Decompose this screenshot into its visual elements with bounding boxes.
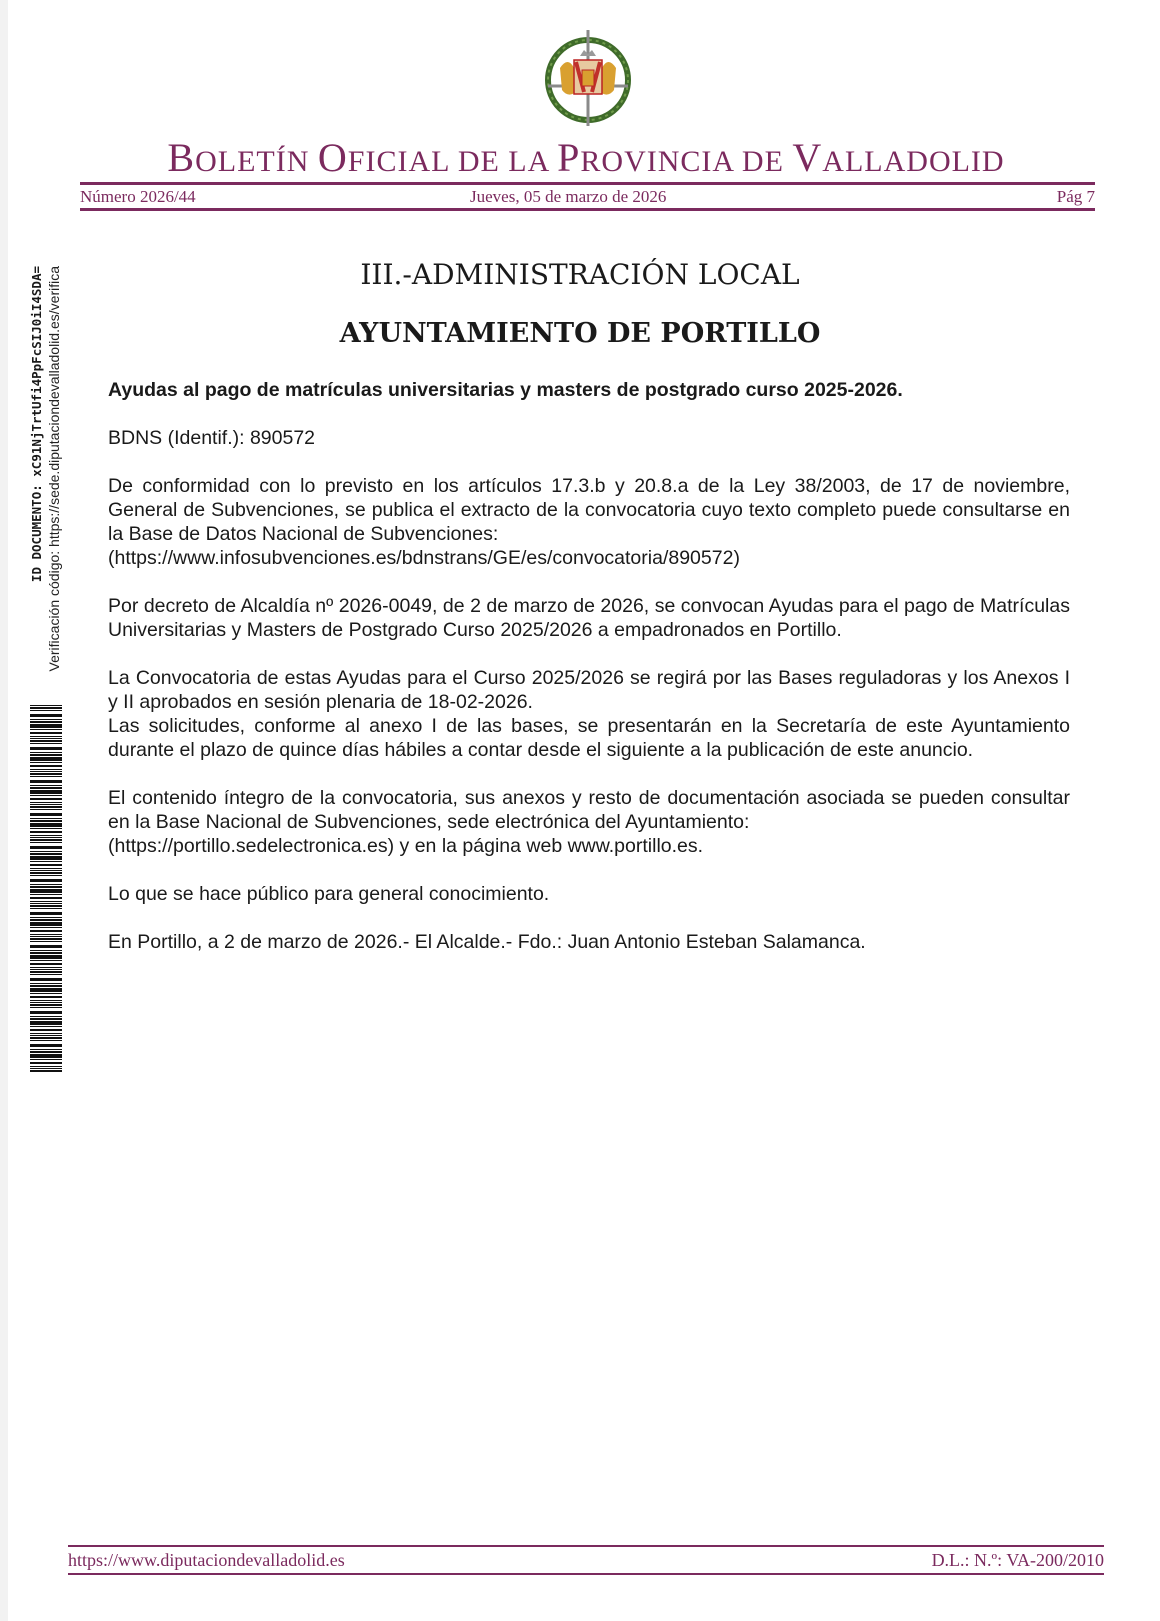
barcode-bar xyxy=(30,736,62,737)
barcode-bar xyxy=(30,714,62,717)
barcode-bar xyxy=(30,903,62,904)
barcode-bar xyxy=(30,806,62,808)
verification-link[interactable]: Verificación código: https://sede.diputaciondevalladolid.es/verifica xyxy=(46,266,62,672)
footer-rule-top xyxy=(68,1545,1104,1547)
barcode-bar xyxy=(30,856,62,860)
barcode-bar xyxy=(30,839,62,841)
barcode-bar xyxy=(30,732,62,734)
barcode-bar xyxy=(30,1021,62,1025)
announcement-heading: Ayudas al pago de matrículas universitarias y masters de postgrado curso 2025-2026. xyxy=(108,379,903,401)
barcode-bar xyxy=(30,1062,62,1064)
barcode-bar xyxy=(30,846,62,849)
page-edge-shadow xyxy=(0,0,8,1621)
barcode-bar xyxy=(30,740,62,742)
barcode-bar xyxy=(30,934,62,935)
bdns-url[interactable]: (https://www.infosubvenciones.es/bdnstrans/GE/es/convocatoria/890572) xyxy=(108,547,740,569)
barcode-bar xyxy=(30,752,62,753)
barcode-bar xyxy=(30,894,62,895)
footer-url[interactable]: https://www.diputaciondevalladolid.es xyxy=(68,1550,345,1570)
barcode-bar xyxy=(30,879,62,882)
barcode-bar xyxy=(30,930,62,932)
barcode-bar xyxy=(30,818,62,819)
barcode-bar xyxy=(30,809,62,810)
barcode-bar xyxy=(30,974,62,975)
barcode-bar xyxy=(30,1002,62,1003)
barcode-bar xyxy=(30,1029,62,1031)
barcode-bar xyxy=(30,985,62,987)
barcode-bar xyxy=(30,813,62,816)
barcode-bar xyxy=(30,828,62,829)
document-id: ID DOCUMENTO: xC91NjTrtUfi4PpFcSIJ0iI4SDA= xyxy=(29,266,44,583)
barcode-bar xyxy=(30,790,62,794)
barcode-bar xyxy=(30,875,62,876)
portillo-urls[interactable]: (https://portillo.sedelectronica.es) y en la página web www.portillo.es. xyxy=(108,835,704,857)
title-part: PROVINCIA DE xyxy=(557,135,793,180)
header-info-row xyxy=(80,187,1095,207)
barcode-bar xyxy=(30,842,62,843)
barcode-bar xyxy=(30,905,62,907)
barcode-bar xyxy=(30,820,62,822)
barcode-bar xyxy=(30,1016,62,1017)
barcode-bar xyxy=(30,729,62,730)
barcode-bar xyxy=(30,967,62,968)
barcode-bar xyxy=(30,1070,62,1072)
barcode-bar xyxy=(30,707,62,709)
barcode-bar xyxy=(30,993,62,994)
barcode-bar xyxy=(30,837,62,838)
paragraph-rules: La Convocatoria de estas Ayudas para el Curso 2025/2026 se regirá por las Bases reguladoras y los Anexos I y II aprobados en sesión plenaria de 18-02-2026. xyxy=(108,667,1070,713)
barcode-bar xyxy=(30,922,62,926)
barcode-bar xyxy=(30,868,62,869)
barcode-bar xyxy=(30,884,62,885)
barcode-bar xyxy=(30,872,62,874)
bulletin-title xyxy=(80,134,1092,181)
footer-rule-bottom xyxy=(68,1573,1104,1575)
barcode xyxy=(30,705,62,1075)
barcode-bar xyxy=(30,831,62,833)
barcode-bar xyxy=(30,738,62,739)
legal-deposit: D.L.: N.º: VA-200/2010 xyxy=(931,1550,1104,1570)
barcode-bar xyxy=(30,919,62,921)
barcode-bar xyxy=(30,917,62,918)
barcode-bar xyxy=(30,955,62,959)
barcode-bar xyxy=(30,1054,62,1058)
title-part: VALLADOLID xyxy=(792,135,1005,180)
barcode-bar xyxy=(30,945,62,948)
header-rule-bottom xyxy=(80,208,1095,211)
paragraph-public: Lo que se hace público para general conocimiento. xyxy=(108,883,550,905)
barcode-bar xyxy=(30,897,62,899)
barcode-bar xyxy=(30,798,62,800)
footer-row xyxy=(68,1550,1104,1570)
barcode-bar xyxy=(30,908,62,909)
barcode-bar xyxy=(30,776,62,777)
barcode-bar xyxy=(30,963,62,965)
barcode-bar xyxy=(30,1040,62,1041)
page-number: Pág 7 xyxy=(1056,187,1095,206)
barcode-bar xyxy=(30,757,62,761)
barcode-bar xyxy=(30,754,62,756)
barcode-bar xyxy=(30,952,62,954)
section-title: III.-ADMINISTRACIÓN LOCAL xyxy=(360,258,800,291)
barcode-bar xyxy=(30,1051,62,1053)
barcode-bar xyxy=(30,853,62,855)
header-rule-top xyxy=(80,182,1095,185)
barcode-bar xyxy=(30,927,62,928)
title-part: BOLETÍN xyxy=(167,135,318,180)
coat-of-arms-logo xyxy=(538,28,638,128)
barcode-bar xyxy=(30,983,62,984)
barcode-bar xyxy=(30,889,62,893)
barcode-bar xyxy=(30,1035,62,1036)
barcode-bar xyxy=(30,823,62,827)
entity-title: AYUNTAMIENTO DE PORTILLO xyxy=(339,318,821,349)
barcode-bar xyxy=(30,996,62,998)
barcode-bar xyxy=(30,971,62,973)
barcode-bar xyxy=(30,886,62,888)
barcode-bar xyxy=(30,795,62,796)
barcode-bar xyxy=(30,969,62,970)
barcode-bar xyxy=(30,773,62,775)
barcode-bar xyxy=(30,851,62,852)
barcode-bar xyxy=(30,721,62,723)
barcode-bar xyxy=(30,988,62,992)
barcode-bar xyxy=(30,719,62,720)
barcode-bar xyxy=(30,724,62,728)
barcode-bar xyxy=(30,1026,62,1027)
barcode-bar xyxy=(30,1018,62,1020)
paragraph-content: El contenido íntegro de la convocatoria, sus anexos y resto de documentación asociada se pueden consultar en la Base Nacional de Subvenciones, sede electrónica del Ayuntamiento: xyxy=(108,787,1070,833)
barcode-bar xyxy=(30,912,62,915)
barcode-bar xyxy=(30,802,62,803)
barcode-bar xyxy=(30,705,62,706)
barcode-bar xyxy=(30,1007,62,1008)
barcode-bar xyxy=(30,936,62,937)
barcode-bar xyxy=(30,861,62,862)
barcode-bar xyxy=(30,901,62,902)
issue-number: Número 2026/44 xyxy=(80,187,196,206)
barcode-bar xyxy=(30,780,62,783)
announcement-body xyxy=(108,378,1070,978)
issue-date: Jueves, 05 de marzo de 2026 xyxy=(470,187,667,206)
paragraph-decree: Por decreto de Alcaldía nº 2026-0049, de 2 de marzo de 2026, se convocan Ayudas para el pago de Matrículas Universitarias y Masters de Postgrado Curso 2025/2026 a empadronados en Portillo. xyxy=(108,595,1070,641)
barcode-bar xyxy=(30,1068,62,1069)
barcode-bar xyxy=(30,1044,62,1047)
barcode-bar xyxy=(30,1011,62,1014)
barcode-bar xyxy=(30,950,62,951)
barcode-bar xyxy=(30,710,62,711)
barcode-bar xyxy=(30,785,62,786)
barcode-bar xyxy=(30,1059,62,1060)
paragraph-legal-basis: De conformidad con lo previsto en los artículos 17.3.b y 20.8.a de la Ley 38/2003, de 17 de noviembre, General de Subvenciones, se publica el extracto de la convocatoria cuyo texto completo puede consultarse en la Base de Datos Nacional de Subvenciones: xyxy=(108,475,1070,545)
barcode-bar xyxy=(30,835,62,836)
barcode-bar xyxy=(30,1033,62,1034)
barcode-bar xyxy=(30,938,62,940)
barcode-bar xyxy=(30,1037,62,1039)
barcode-bar xyxy=(30,870,62,871)
paragraph-applications: Las solicitudes, conforme al anexo I de las bases, se presentarán en la Secretaría de este Ayuntamiento durante el plazo de quince días hábiles a contar desde el siguiente a la publicación de este anuncio. xyxy=(108,715,1070,761)
title-part: OFICIAL DE LA xyxy=(317,135,558,180)
barcode-bar xyxy=(30,787,62,789)
barcode-bar xyxy=(30,1066,62,1067)
barcode-bar xyxy=(30,771,62,772)
barcode-bar xyxy=(30,769,62,770)
barcode-bar xyxy=(30,765,62,767)
barcode-bar xyxy=(30,747,62,750)
barcode-bar xyxy=(30,762,62,763)
barcode-bar xyxy=(30,1004,62,1006)
barcode-bar xyxy=(30,1000,62,1001)
bdns-id: BDNS (Identif.): 890572 xyxy=(108,427,316,449)
barcode-bar xyxy=(30,1049,62,1050)
barcode-bar xyxy=(30,960,62,961)
signature-line: En Portillo, a 2 de marzo de 2026.- El Alcalde.- Fdo.: Juan Antonio Esteban Salamanca. xyxy=(108,931,866,953)
barcode-bar xyxy=(30,978,62,981)
barcode-bar xyxy=(30,941,62,942)
barcode-bar xyxy=(30,743,62,744)
barcode-bar xyxy=(30,804,62,805)
barcode-bar xyxy=(30,864,62,866)
